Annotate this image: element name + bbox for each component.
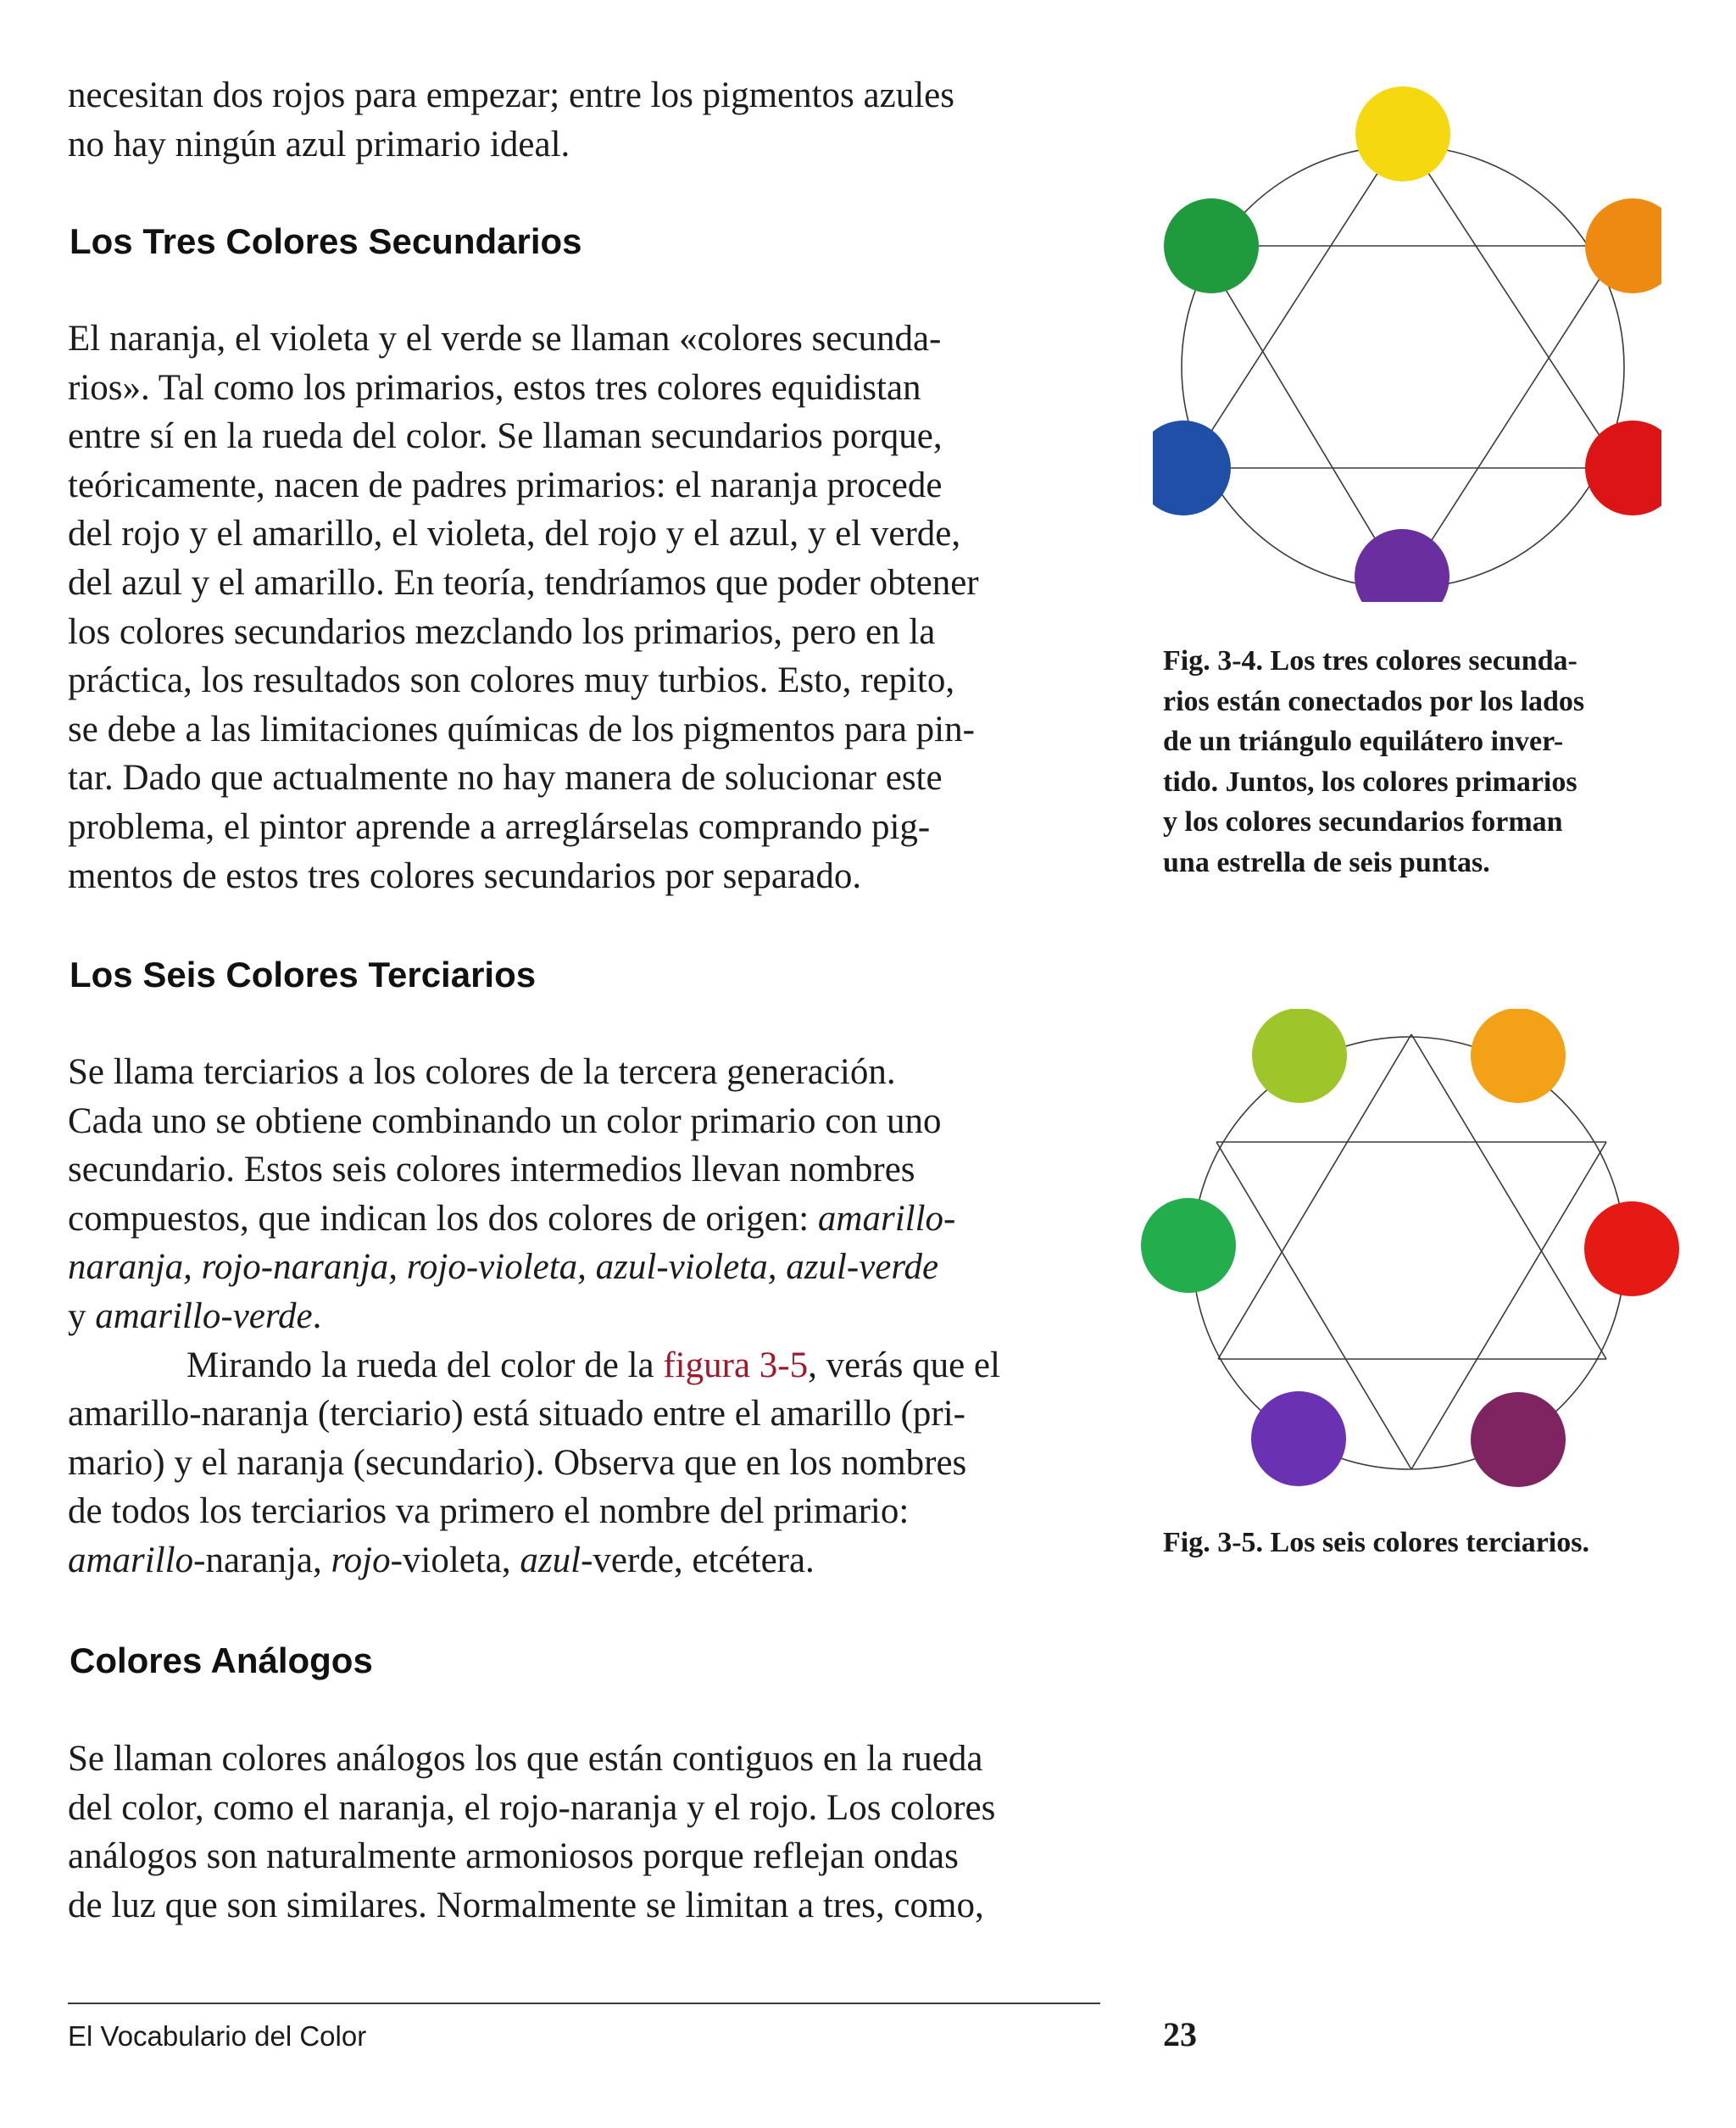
caption-line: y los colores secundarios forman <box>1163 806 1563 838</box>
star-line <box>1199 246 1403 585</box>
text-run: Mirando la rueda del color de la <box>186 1345 664 1385</box>
text-line: se debe a las limitaciones químicas de los pigmentos para pin- <box>68 709 975 749</box>
figure-3-5-caption <box>1163 1523 1672 1563</box>
text-line: del color, como el naranja, el rojo-naranja y el rojo. Los colores <box>68 1787 996 1828</box>
text-line: mentos de estos tres colores secundarios por separado. <box>68 855 862 896</box>
terciarios-paragraph-1 <box>68 1048 1098 1341</box>
star-line <box>1188 134 1403 468</box>
text-line: problema, el pintor aprende a arreglárselas comprando pig- <box>68 806 931 847</box>
text-line: tar. Dado que actualmente no hay manera de solucionar este <box>68 758 943 799</box>
text-run: , verás que el <box>808 1345 1000 1385</box>
text-line <box>68 1243 1098 1292</box>
star-line <box>1403 134 1621 468</box>
intro-paragraph <box>68 71 1098 169</box>
text-line: mario) y el naranja (secundario). Observa que en los nombres <box>68 1442 967 1483</box>
caption-line: Fig. 3-4. Los tres colores secunda- <box>1163 645 1577 677</box>
color-dot-red <box>1585 421 1661 515</box>
color-wheel-figure-3-4 <box>1153 76 1661 602</box>
color-dot-red-orange <box>1584 1201 1679 1296</box>
text-line: los colores secundarios mezclando los primarios, pero en la <box>68 611 936 652</box>
text-line: teóricamente, nacen de padres primarios: el naranja procede <box>68 465 943 505</box>
section-heading-secundarios: Los Tres Colores Secundarios <box>70 221 582 261</box>
text-line: Cada uno se obtiene combinando un color primario con uno <box>68 1100 942 1141</box>
text-line: amarillo-naranja (terciario) está situado entre el amarillo (pri- <box>68 1394 965 1434</box>
color-dot-green <box>1164 198 1259 293</box>
text-run: -naranja, <box>193 1540 331 1580</box>
caption-line: de un triángulo equilátero inver- <box>1163 726 1564 757</box>
color-wheel-figure-3-5 <box>1136 1009 1687 1492</box>
text-line: El naranja, el violeta y el verde se llaman «colores secunda- <box>68 319 942 359</box>
italic-term: rojo <box>331 1540 391 1580</box>
figure-reference-link[interactable]: figura 3-5 <box>663 1345 809 1385</box>
italic-terms: naranja, rojo-naranja, rojo-violeta, azul-violeta, azul-verde <box>68 1247 939 1288</box>
text-run: -violeta, <box>390 1540 520 1580</box>
text-line <box>68 1536 1098 1585</box>
color-dot-yellow-orange <box>1471 1009 1566 1103</box>
text-line: del rojo y el amarillo, el violeta, del rojo y el azul, y el verde, <box>68 514 961 554</box>
color-dot-violet <box>1355 529 1449 602</box>
text-line <box>68 1195 1098 1244</box>
section-heading-analogos: Colores Análogos <box>70 1641 373 1680</box>
color-dot-blue-violet <box>1251 1391 1346 1486</box>
text-line: de todos los terciarios va primero el nombre del primario: <box>68 1491 910 1532</box>
text-line: del azul y el amarillo. En teoría, tendríamos que poder obtener <box>68 562 979 603</box>
color-dot-yellow-green <box>1252 1009 1347 1103</box>
text-line: secundario. Estos seis colores intermedios llevan nombres <box>68 1150 915 1190</box>
text-line <box>68 1341 1098 1390</box>
caption-line: una estrella de seis puntas. <box>1163 846 1490 878</box>
italic-term: amarillo <box>68 1540 194 1580</box>
text-run: compuestos, que indican los dos colores de origen: <box>68 1198 818 1239</box>
text-line: rios». Tal como los primarios, estos tres colores equidistan <box>68 367 921 408</box>
text-run: -verde, etcétera. <box>581 1540 815 1580</box>
text-line: necesitan dos rojos para empezar; entre los pigmentos azules <box>68 75 954 115</box>
caption-line: tido. Juntos, los colores primarios <box>1163 766 1577 798</box>
text-line: de luz que son similares. Normalmente se limitan a tres, como, <box>68 1885 984 1925</box>
text-run: y <box>68 1295 96 1336</box>
text-line: entre sí en la rueda del color. Se llaman secundarios porque, <box>68 416 943 457</box>
color-dot-red-violet <box>1471 1392 1566 1487</box>
footer-rule <box>68 2003 1100 2004</box>
wheel-ring <box>1193 1037 1625 1469</box>
secundarios-paragraph <box>68 315 1098 900</box>
analogos-paragraph <box>68 1735 1098 1930</box>
italic-term: amarillo- <box>817 1198 956 1239</box>
page-number: 23 <box>1163 2015 1197 2053</box>
section-heading-terciarios: Los Seis Colores Terciarios <box>70 955 537 994</box>
running-footer-title: El Vocabulario del Color <box>68 2020 367 2052</box>
italic-term: amarillo-verde <box>95 1295 313 1336</box>
terciarios-paragraph-2 <box>68 1341 1098 1585</box>
figure-3-4-caption <box>1163 641 1672 883</box>
italic-term: azul <box>520 1540 581 1580</box>
text-line: Se llama terciarios a los colores de la tercera generación. <box>68 1052 896 1092</box>
text-line: análogos son naturalmente armoniosos porque reflejan ondas <box>68 1836 959 1877</box>
text-line: práctica, los resultados son colores muy turbios. Esto, repito, <box>68 660 955 701</box>
color-dot-blue <box>1153 421 1231 515</box>
star-line <box>1403 246 1621 585</box>
wheel-ring <box>1182 146 1624 588</box>
text-line: Se llaman colores análogos los que están contiguos en la rueda <box>68 1739 983 1779</box>
color-dot-orange <box>1585 198 1661 293</box>
color-dot-blue-green <box>1141 1198 1236 1293</box>
text-line: no hay ningún azul primario ideal. <box>68 124 570 164</box>
caption-line: rios están conectados por los lados <box>1163 685 1585 717</box>
color-dot-yellow <box>1355 86 1450 181</box>
text-run: . <box>312 1295 322 1336</box>
text-line <box>68 1292 1098 1341</box>
caption-line: Fig. 3-5. Los seis colores terciarios. <box>1163 1527 1589 1558</box>
